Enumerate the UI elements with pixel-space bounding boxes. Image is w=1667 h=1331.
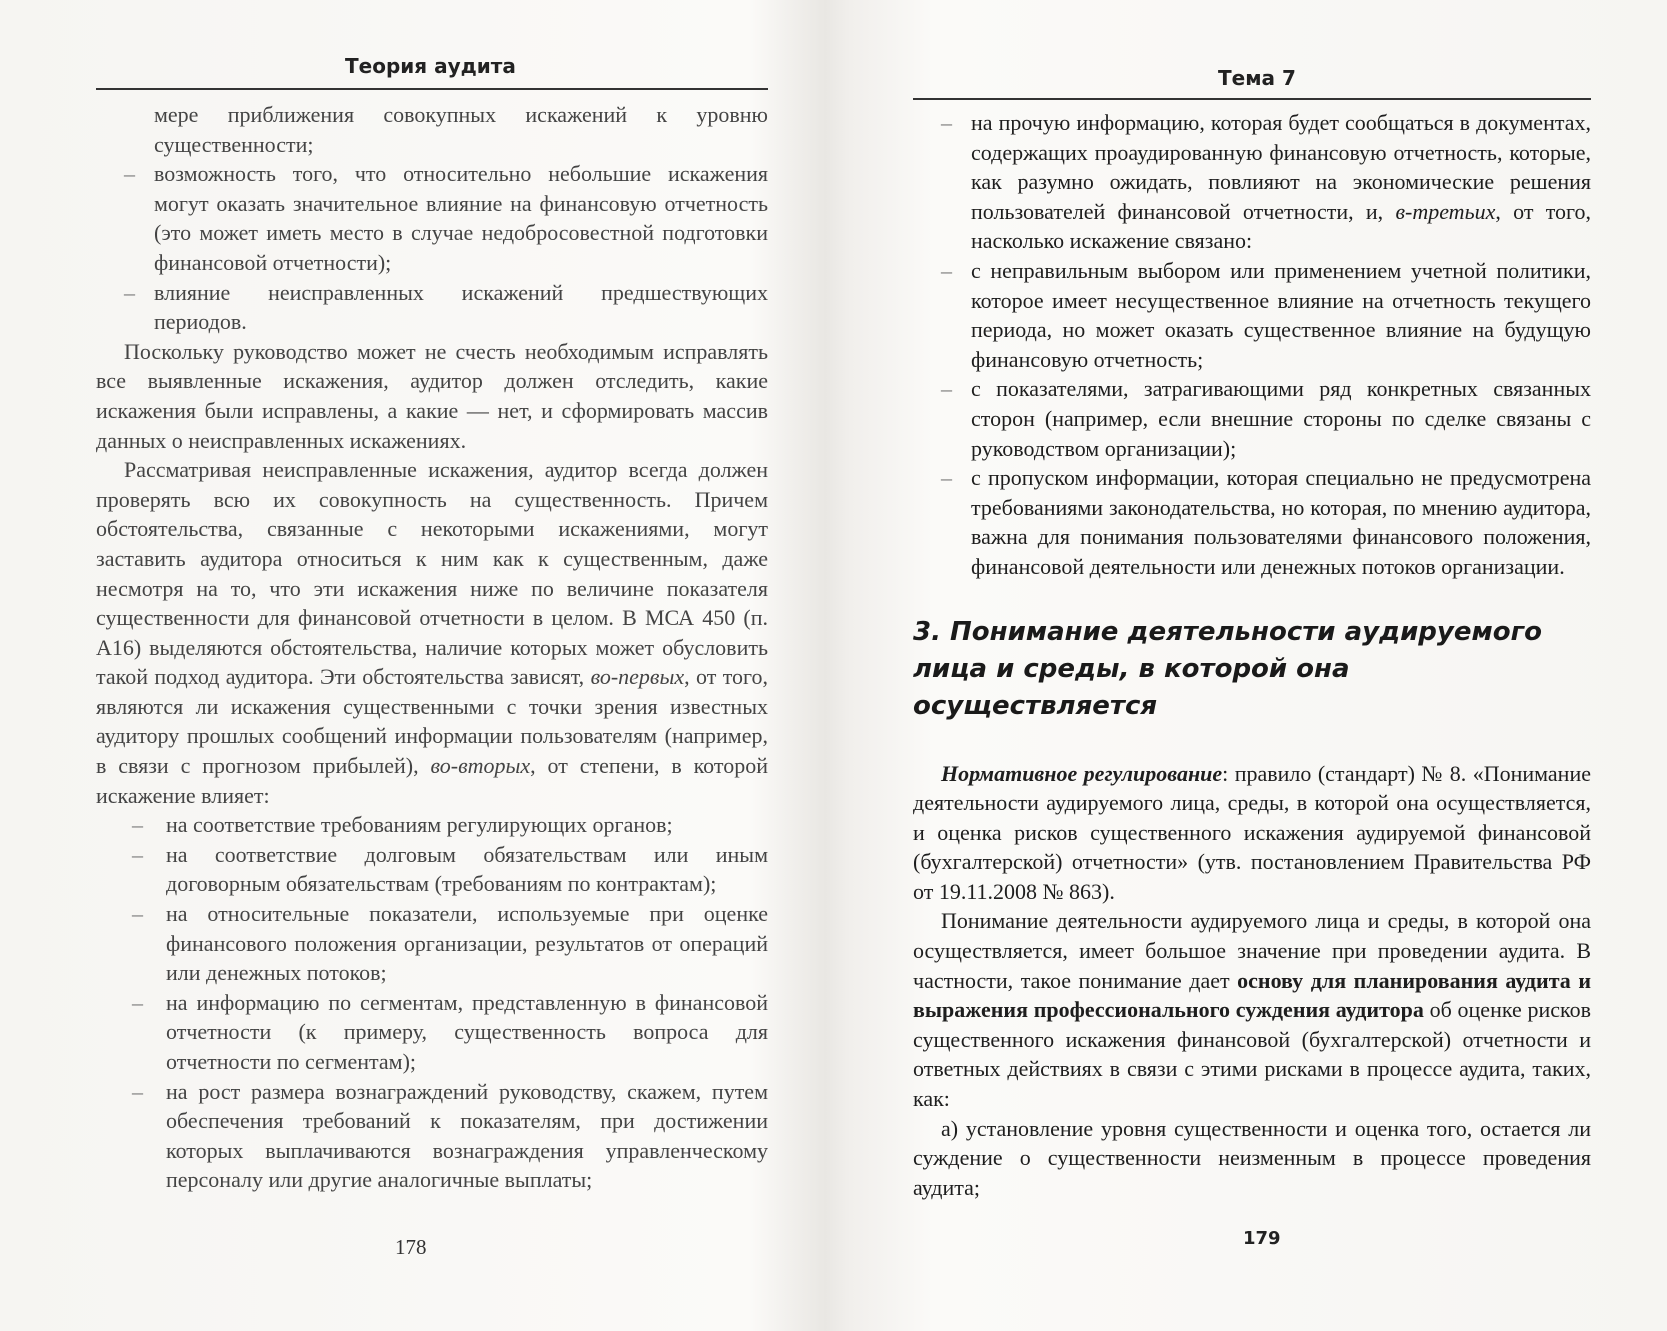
text-run: Рассматривая неисправленные искажения, аудитор всегда должен проверять всю их совокупность на существенность. Причем обстоятельства, связанные с некоторыми искажениями, могут заставить аудитора относиться к ним как к существенным, даже несмотря на то, что эти искажения ниже по величине показателя существенности для финансовой отчетности в целом. В МСА 450 (п. А16) выделяются обстоятельства, наличие которых может обусловить такой подход аудитора. Эти обстоятельства зависят, [96, 457, 768, 690]
lettered-item: а) установление уровня существенности и оценка того, остается ли суждение о существенности неизменным в процессе проведения аудита; [913, 1115, 1591, 1200]
page-number-left: 178 [395, 1235, 427, 1259]
italic-term: во-первых [590, 664, 685, 690]
text-run: на прочую информацию, которая будет сообщаться в документах, содержащих проаудированную финансовую отчетность, которые, как разумно ожидать, повлияют на экономические решения пользователей финансовой отчетности, и, [971, 110, 1591, 224]
header-rule-left [96, 88, 768, 90]
right-page [833, 0, 1667, 1331]
text-run: , от того, являются ли искажения существенными с точки зрения известных аудитору прошлых сообщений информации пользователям (например, в связи с прогнозом прибылей), [96, 664, 768, 779]
list-item: – на рост размера вознаграждений руководству, скажем, путем обеспечения требований к показателям, при достижении которых выплачиваются вознаграждения управленческому персоналу или другие аналогичные выплаты; [96, 1077, 768, 1195]
list-item [913, 108, 1591, 256]
list-item: – на относительные показатели, используемые при оценке финансового положения организации, результатов от операций или денежных потоков; [96, 899, 768, 988]
page-number-right: 179 [1243, 1228, 1281, 1249]
paragraph [96, 455, 768, 810]
right-page-body [913, 108, 1591, 1202]
list-item: – на соответствие требованиям регулирующих органов; [96, 810, 768, 840]
section-heading: 3. Понимание деятельности аудируемого лица и среды, в которой она осуществляется [913, 616, 1543, 721]
text-run: Понимание деятельности аудируемого лица и среды, в которой она осуществляется, имеет большое значение при проведении аудита. В частности, такое понимание дает [913, 908, 1591, 993]
paragraph [913, 906, 1591, 1113]
text-run: об оценке рисков существенного искажения финансовой (бухгалтерской) отчетности и ответных действиях в связи с этими рисками в процессе аудита, таких, как: [913, 997, 1591, 1112]
text-run: : правило (стандарт) № 8. «Понимание деятельности аудируемого лица, среды, в которой она осуществляется, и оценка рисков существенного искажения аудируемой финансовой (бухгалтерской) отчетности» (утв. постановлением Правительства РФ от 19.11.2008 № 863). [913, 760, 1591, 904]
list-item: – с неправильным выбором или применением учетной политики, которое имеет несущественное влияние на отчетность текущего периода, но может оказать существенное влияние на будущую финансовую отчетность; [913, 256, 1591, 374]
bold-phrase: основу для планирования аудита и выражения профессионального суждения аудитора [913, 967, 1591, 1023]
list-item: – на соответствие долговым обязательствам или иным договорным обязательствам (требованиям по контрактам); [96, 840, 768, 899]
running-head-right: Тема 7 [1218, 66, 1296, 90]
list-item: – возможность того, что относительно небольшие искажения могут оказать значительное влияние на финансовую отчетность (это может иметь место в случае недобросовестной подготовки финансовой отчетности); [96, 159, 768, 277]
list-item: – с показателями, затрагивающими ряд конкретных связанных сторон (например, если внешние стороны по сделке связаны с руководством организации); [913, 374, 1591, 463]
italic-term: во-вторых [430, 753, 531, 779]
list-item: – на информацию по сегментам, представленную в финансовой отчетности (к примеру, существенность вопроса для отчетности по сегментам); [96, 988, 768, 1077]
list-item: – с пропуском информации, которая специально не предусмотрена требованиями законодательства, но которая, по мнению аудитора, важна для понимания пользователями финансового положения, финансовой деятельности или денежных потоков организации. [913, 463, 1591, 581]
left-page [0, 0, 833, 1331]
running-head-left: Теория аудита [345, 54, 516, 78]
regulation-label: Нормативное регулирование [941, 760, 1223, 786]
text-run: , от степени, в которой искажение влияет: [96, 753, 768, 808]
regulation-paragraph [913, 759, 1591, 907]
list-item: – влияние неисправленных искажений предшествующих периодов. [96, 278, 768, 337]
header-rule-right [913, 98, 1591, 100]
left-page-body [96, 100, 768, 1195]
paragraph: Поскольку руководство может не счесть необходимым исправлять все выявленные искажения, аудитор должен отследить, какие искажения были исправлены, а какие — нет, и сформировать массив данных о неисправленных искажениях. [96, 338, 768, 453]
text-run: , от того, насколько искажение связано: [971, 198, 1591, 254]
italic-term: в-третьих [1395, 198, 1496, 224]
list-item-continued: мере приближения совокупных искажений к уровню существенности; [154, 102, 768, 157]
